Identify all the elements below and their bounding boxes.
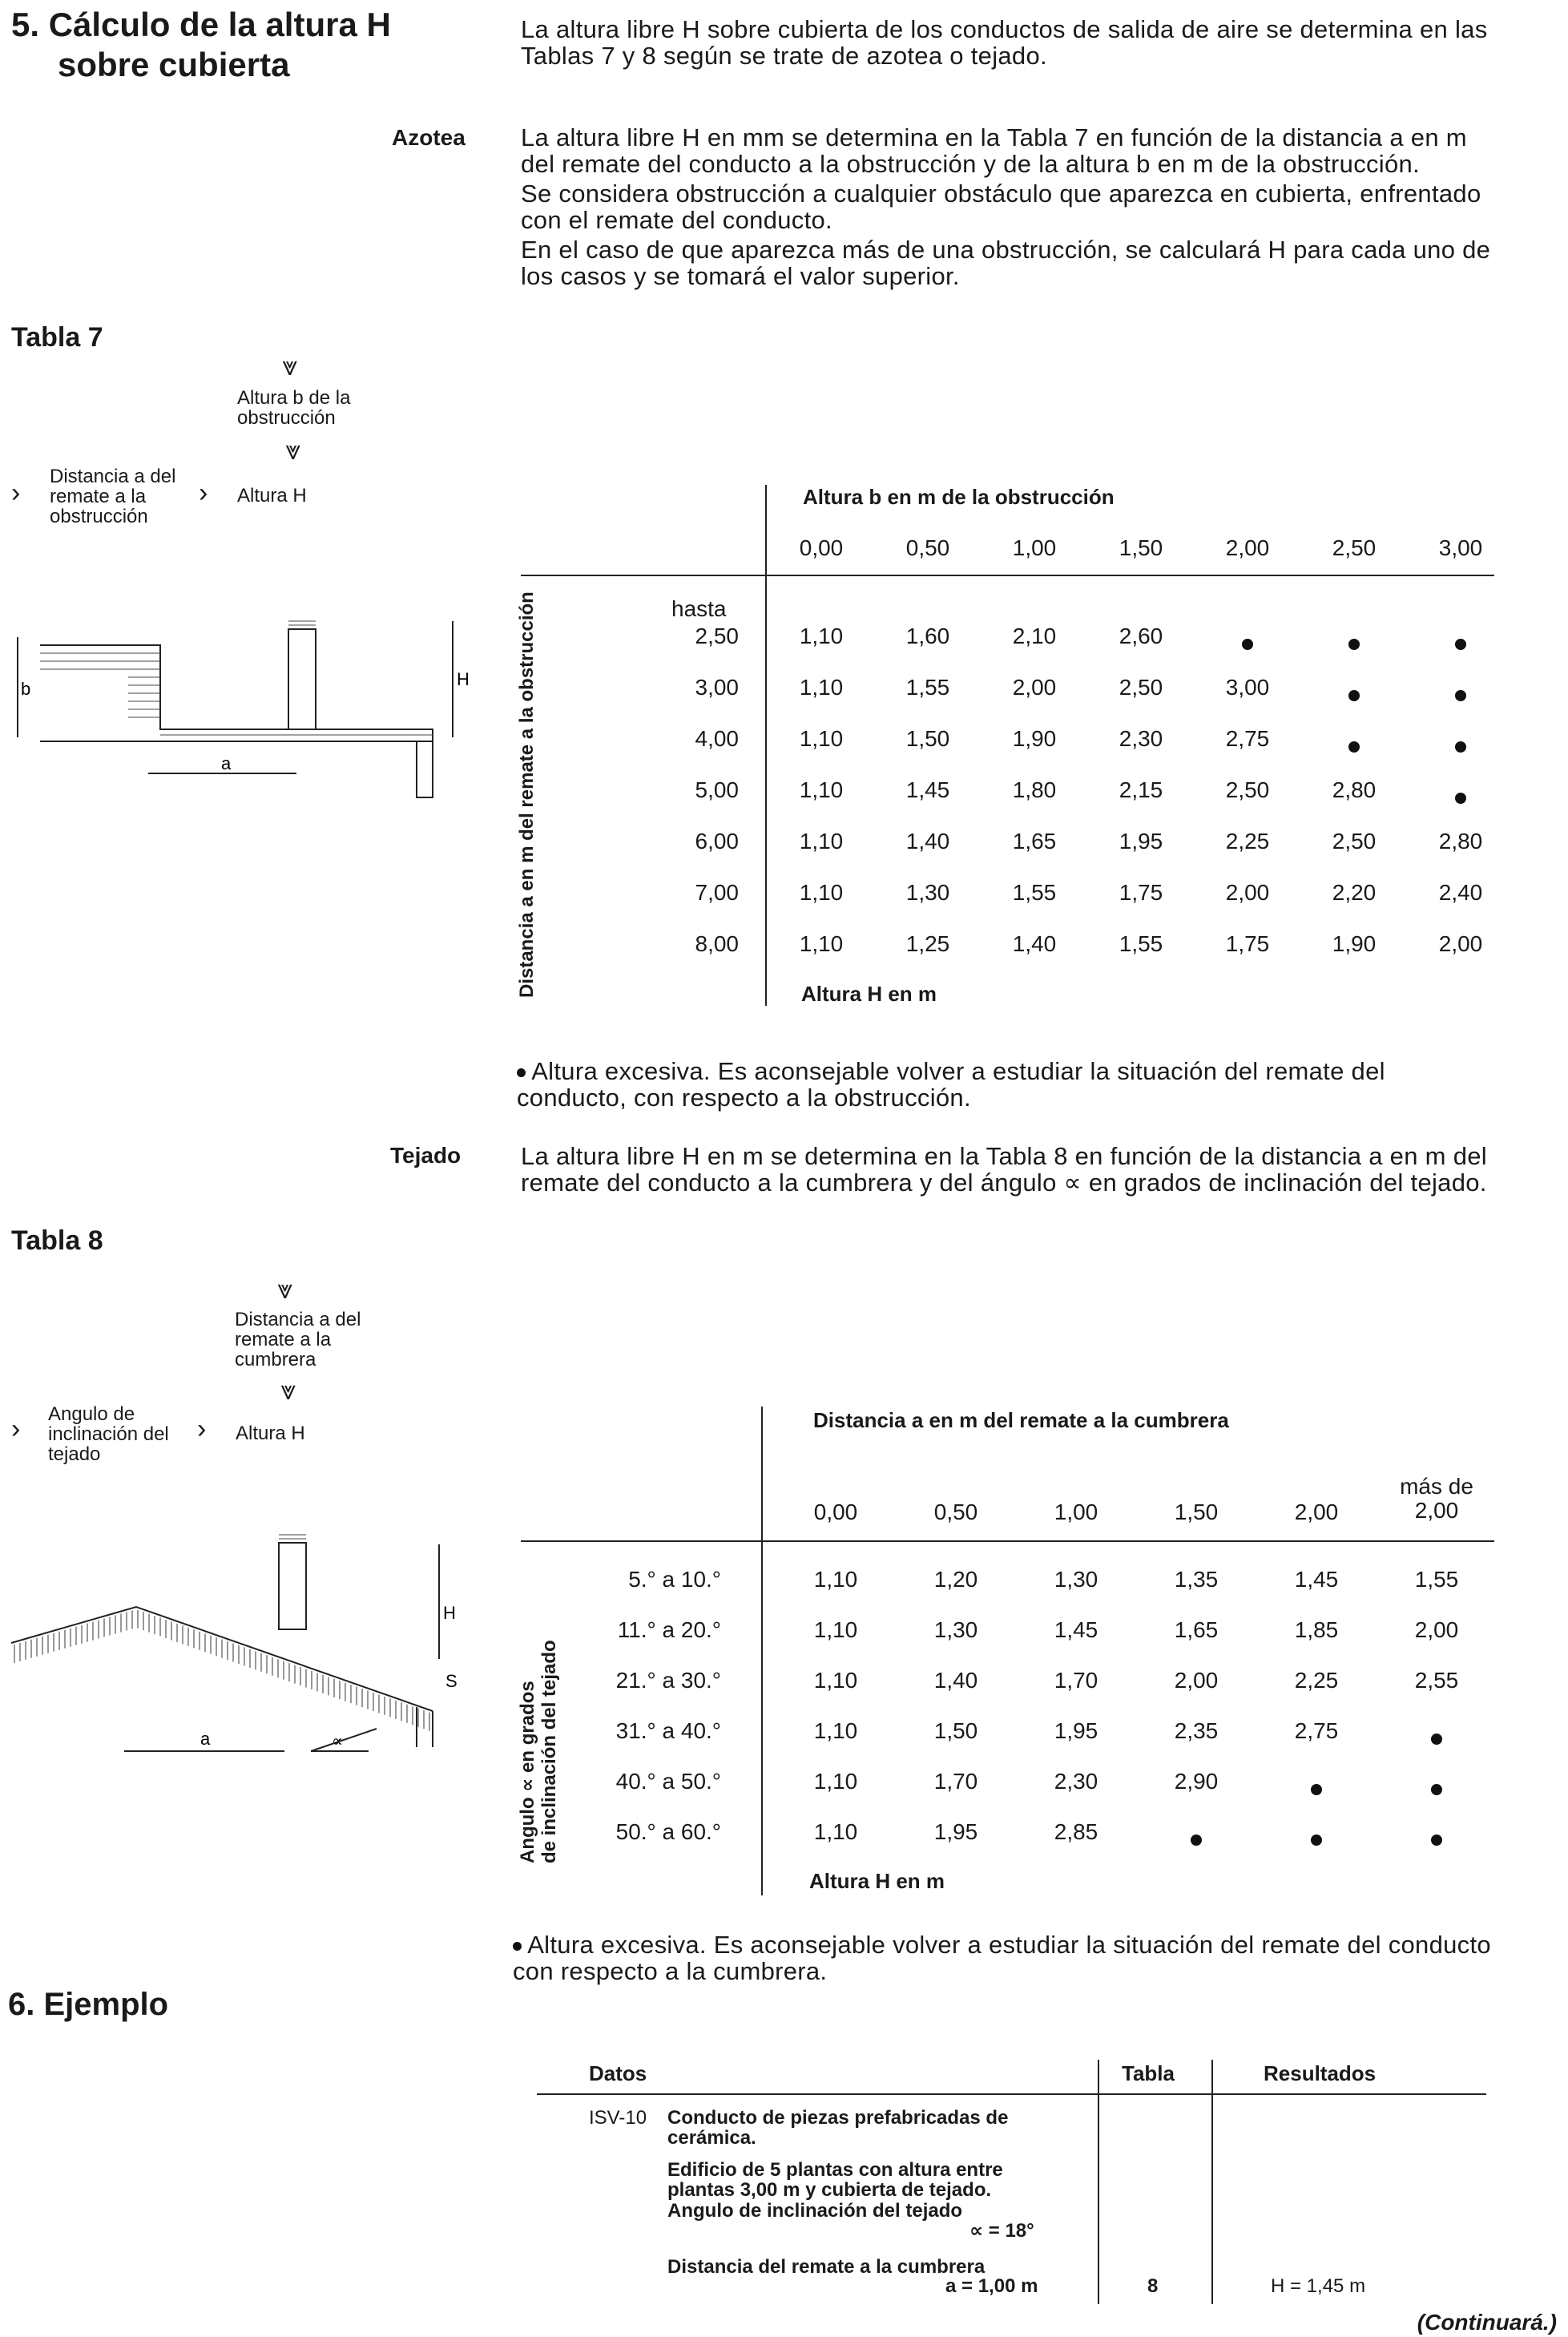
tabla7-cell: 1,80: [1012, 777, 1057, 802]
tabla8-row-label: 31.° a 40.°: [615, 1718, 721, 1743]
excess-dot-icon: [1431, 1734, 1442, 1745]
tabla7-cell: 1,10: [799, 829, 844, 854]
tabla8-cell: 1,10: [813, 1668, 858, 1693]
ejemplo-header-resultados: Resultados: [1264, 2061, 1377, 2085]
tejado-label: Tejado: [390, 1143, 462, 1168]
tabla7-cell: 1,40: [1012, 931, 1057, 956]
ejemplo-result: H = 1,45 m: [1271, 2275, 1366, 2297]
tabla7-row-header: Distancia a en m del remate a la obstrucción: [516, 591, 538, 998]
tabla7-cell: 2,60: [1119, 624, 1163, 648]
continuara-text: (Continuará.): [1417, 2310, 1557, 2335]
tabla8-col-label: 0,00: [813, 1499, 858, 1524]
tabla8-row-label: 5.° a 10.°: [628, 1567, 721, 1592]
azotea-paragraph-2: Se considera obstrucción a cualquier obstáculo que aparezca en cubierta, enfrentado con el remate del conducto.: [521, 180, 1481, 234]
tabla8-cell: 1,35: [1174, 1567, 1219, 1592]
tabla7-cell: [1310, 681, 1398, 707]
tabla8-note: [513, 1931, 1494, 1984]
ejemplo-tabla-ref: 8: [1147, 2275, 1159, 2297]
tabla8-col-header: Distancia a en m del remate a la cumbrera: [813, 1408, 1229, 1432]
excess-dot-icon: [1455, 639, 1466, 650]
tabla7-cell: 1,10: [799, 726, 844, 751]
tabla8-row-header: [517, 1567, 560, 1863]
tabla7-cell: [1310, 733, 1398, 758]
excess-dot-icon: [1348, 639, 1360, 650]
tabla8-cell: 2,90: [1174, 1769, 1219, 1794]
tabla8-cell: 2,35: [1174, 1718, 1219, 1743]
tabla7-flow-result: Altura H: [237, 485, 307, 507]
tabla8-cell: 2,30: [1054, 1769, 1098, 1794]
tabla7-cell: 1,50: [905, 726, 950, 751]
section-intro: [521, 16, 1494, 72]
tabla7-cell: 2,50: [1332, 829, 1377, 854]
down-arrow-icon: ⩔: [280, 1375, 296, 1406]
tabla8-col-label: 1,50: [1174, 1499, 1219, 1524]
tabla8-row-label: 11.° a 20.°: [617, 1617, 721, 1642]
chevron-right-icon: ›: [197, 1414, 207, 1444]
tabla7-header-rule: [521, 575, 1494, 576]
ejemplo-col-rule-1: [1098, 2060, 1099, 2304]
tabla7-cell: 3,00: [1225, 675, 1270, 700]
tabla8-header-rule: [521, 1540, 1494, 1542]
tabla8-note-text: Altura excesiva. Es aconsejable volver a estudiar la situación del remate del conducto con respecto a la cumbrera.: [513, 1931, 1491, 1985]
tabla7-cell: 2,00: [1225, 880, 1270, 905]
excess-dot-icon: [1191, 1834, 1202, 1846]
ejemplo-header-tabla: Tabla: [1122, 2061, 1175, 2085]
tabla7-cell: [1203, 630, 1292, 656]
tabla7-cell: 2,50: [1119, 675, 1163, 700]
tabla8-cell: 1,70: [1054, 1668, 1098, 1693]
diagram-alpha-label: ∝: [332, 1733, 344, 1750]
tabla8-row-label: 50.° a 60.°: [615, 1819, 721, 1844]
section-title-line1: 5. Cálculo de la altura H: [11, 6, 391, 43]
ejemplo-dato-3-value: ∝ = 18°: [969, 2220, 1034, 2242]
excess-dot-icon: [1348, 690, 1360, 701]
tabla8-cell: 1,95: [933, 1819, 978, 1844]
ejemplo-col-rule-2: [1211, 2060, 1213, 2304]
diagram-H-label: H: [443, 1603, 456, 1623]
tabla8-cell: [1393, 1725, 1481, 1750]
azotea-paragraph-3: En el caso de que aparezca más de una obstrucción, se calculará H para cada uno de los casos y se tomará el valor superior.: [521, 236, 1491, 290]
tabla7-cell: [1310, 630, 1398, 656]
tabla7-flow-top: Altura b de la obstrucción: [237, 387, 351, 429]
tabla7-cell: 1,65: [1012, 829, 1057, 854]
tabla8-cell: 1,65: [1174, 1617, 1219, 1642]
tabla7-cell: 1,55: [1012, 880, 1057, 905]
tabla7-cell: 2,80: [1438, 829, 1483, 854]
tabla7-row-label: 8,00: [695, 931, 739, 956]
tabla7-cell: 2,15: [1119, 777, 1163, 802]
tabla7-cell: 1,10: [799, 624, 844, 648]
tabla7-cell: 2,75: [1225, 726, 1270, 751]
tabla7-cell: 1,95: [1119, 829, 1163, 854]
chevron-right-icon: ›: [199, 478, 208, 508]
tabla8-footer: Altura H en m: [809, 1869, 945, 1893]
chevron-right-icon: ›: [11, 1414, 21, 1444]
tabla7-cell: 1,10: [799, 675, 844, 700]
tabla8-cell: 1,85: [1294, 1617, 1339, 1642]
tabla8-cell: 1,10: [813, 1617, 858, 1642]
tabla7-hasta: hasta: [671, 596, 727, 621]
tabla7-note: [517, 1058, 1494, 1111]
tabla7-cell: 1,40: [905, 829, 950, 854]
ejemplo-dato-3: Angulo de inclinación del tejado: [667, 2200, 963, 2222]
tabla8-cell: 1,95: [1054, 1718, 1098, 1743]
tabla8-cell: 1,45: [1294, 1567, 1339, 1592]
tabla8-flow-left: Angulo de inclinación del tejado: [48, 1403, 169, 1465]
tabla8-cell: 1,10: [813, 1819, 858, 1844]
tabla8-cell: 2,25: [1294, 1668, 1339, 1693]
tabla8-row-header-1: Angulo ∝ en grados: [517, 1681, 538, 1863]
tabla7-cell: 2,40: [1438, 880, 1483, 905]
diagram-a-label: a: [200, 1729, 211, 1749]
bullet-dot-icon: [517, 1068, 526, 1077]
tabla7-cell: 1,60: [905, 624, 950, 648]
section-title: [11, 5, 391, 85]
tabla8-row-header-2: de inclinación del tejado: [538, 1640, 560, 1863]
azotea-diagram: [0, 597, 481, 805]
tabla8-cell: 1,30: [1054, 1567, 1098, 1592]
tejado-text: La altura libre H en m se determina en la Tabla 8 en función de la distancia a en m del remate del conducto a la cumbrera y del ángulo ∝ en grados de inclinación del tejado.: [521, 1142, 1487, 1197]
tabla7-col-label: 2,50: [1332, 535, 1377, 560]
tabla8-flow-result: Altura H: [236, 1423, 305, 1444]
tabla7-cell: 1,55: [1119, 931, 1163, 956]
tabla7-cell: 1,90: [1012, 726, 1057, 751]
tabla7-col-label: 2,00: [1225, 535, 1270, 560]
tabla7-cell: 1,10: [799, 777, 844, 802]
ejemplo-dato-4: Distancia del remate a la cumbrera: [667, 2256, 986, 2278]
tabla7-row-label: 2,50: [695, 624, 739, 648]
tabla8-cell: 1,45: [1054, 1617, 1098, 1642]
tabla7-row-label: 6,00: [695, 829, 739, 854]
tabla8-cell: 1,10: [813, 1769, 858, 1794]
tabla7-col-label: 0,00: [799, 535, 844, 560]
tabla8-label: Tabla 8: [11, 1225, 103, 1256]
tabla7-cell: 1,90: [1332, 931, 1377, 956]
tabla8-col-label: más de 2,00: [1400, 1474, 1473, 1523]
tabla7-cell: [1417, 784, 1505, 809]
tabla8-cell: 2,00: [1174, 1668, 1219, 1693]
azotea-label: Azotea: [392, 125, 466, 150]
tabla7-cell: [1417, 733, 1505, 758]
tabla8-cell: 1,20: [933, 1567, 978, 1592]
ejemplo-dato-4-value: a = 1,00 m: [945, 2275, 1038, 2297]
excess-dot-icon: [1242, 639, 1253, 650]
tabla7-row-label: 4,00: [695, 726, 739, 751]
tabla8-col-label: 0,50: [933, 1499, 978, 1524]
ejemplo-code: ISV-10: [589, 2107, 647, 2129]
azotea-paragraph-1: La altura libre H en mm se determina en la Tabla 7 en función de la distancia a en m del remate del conducto a la obstrucción y de la altura b en m de la obstrucción.: [521, 123, 1467, 178]
tabla7-cell: 2,00: [1012, 675, 1057, 700]
tabla8-cell: 1,30: [933, 1617, 978, 1642]
diagram-H-label: H: [457, 669, 470, 689]
tabla8-cell: 1,70: [933, 1769, 978, 1794]
tabla8-cell: [1152, 1826, 1240, 1851]
tabla7-row-label: 3,00: [695, 675, 739, 700]
roof-hatching: [14, 1610, 429, 1731]
tabla7-cell: 2,30: [1119, 726, 1163, 751]
tabla8-cell: [1393, 1775, 1481, 1801]
tabla8-cell: 2,55: [1414, 1668, 1459, 1693]
diagram-S-label: S: [445, 1671, 458, 1691]
tabla8-cell: [1272, 1826, 1360, 1851]
tabla7-cell: 1,25: [905, 931, 950, 956]
tabla8-cell: 1,40: [933, 1668, 978, 1693]
down-arrow-icon: ⩔: [282, 351, 298, 381]
tabla7-col-label: 3,00: [1438, 535, 1483, 560]
tabla7-label: Tabla 7: [11, 322, 103, 353]
excess-dot-icon: [1455, 793, 1466, 804]
tabla8-flow-top: Distancia a del remate a la cumbrera: [235, 1309, 361, 1370]
diagram-b-label: b: [21, 679, 31, 699]
excess-dot-icon: [1455, 741, 1466, 753]
tabla7-cell: 1,10: [799, 880, 844, 905]
down-arrow-icon: ⩔: [285, 435, 301, 466]
tabla7-cell: 2,50: [1225, 777, 1270, 802]
ejemplo-dato-2: Edificio de 5 plantas con altura entre plantas 3,00 m y cubierta de tejado.: [667, 2159, 1003, 2201]
tabla7-col-label: 0,50: [905, 535, 950, 560]
tabla8-cell: 1,50: [933, 1718, 978, 1743]
tabla8-cell: 1,55: [1414, 1567, 1459, 1592]
tabla7-cell: 1,30: [905, 880, 950, 905]
excess-dot-icon: [1311, 1784, 1322, 1795]
down-arrow-icon: ⩔: [277, 1274, 293, 1305]
tabla7-row-label: 5,00: [695, 777, 739, 802]
excess-dot-icon: [1455, 690, 1466, 701]
tabla7-col-label: 1,00: [1012, 535, 1057, 560]
tabla7-row-label: 7,00: [695, 880, 739, 905]
excess-dot-icon: [1431, 1834, 1442, 1846]
excess-dot-icon: [1431, 1784, 1442, 1795]
tabla7-footer: Altura H en m: [801, 982, 937, 1006]
ejemplo-title: 6. Ejemplo: [8, 1987, 169, 2022]
tabla7-cell: 2,00: [1438, 931, 1483, 956]
section-title-line2: sobre cubierta: [58, 46, 290, 83]
tabla8-cell: 2,75: [1294, 1718, 1339, 1743]
bullet-dot-icon: [513, 1942, 522, 1951]
chevron-right-icon: ›: [11, 478, 21, 508]
excess-dot-icon: [1348, 741, 1360, 753]
diagram-a-label: a: [221, 753, 232, 773]
tabla7-vertical-rule: [765, 485, 767, 1006]
tabla7-cell: 1,75: [1225, 931, 1270, 956]
tabla8-row-label: 21.° a 30.°: [615, 1668, 721, 1693]
tabla8-col-label: 1,00: [1054, 1499, 1098, 1524]
tabla7-note-text: Altura excesiva. Es aconsejable volver a estudiar la situación del remate del conducto, con respecto a la obstrucción.: [517, 1057, 1385, 1112]
azotea-text: [521, 124, 1494, 293]
tabla7-cell: 1,45: [905, 777, 950, 802]
tabla8-cell: 1,10: [813, 1567, 858, 1592]
intro-paragraph: La altura libre H sobre cubierta de los conductos de salida de aire se determina en las Tablas 7 y 8 según se trate de azotea o tejado.: [521, 15, 1488, 70]
tabla8-cell: 2,00: [1414, 1617, 1459, 1642]
tabla7-flow-left: Distancia a del remate a la obstrucción: [50, 466, 176, 527]
tabla7-cell: 2,10: [1012, 624, 1057, 648]
excess-dot-icon: [1311, 1834, 1322, 1846]
tabla8-vertical-rule: [761, 1407, 763, 1895]
tabla8-cell: [1272, 1775, 1360, 1801]
tabla8-cell: 1,10: [813, 1718, 858, 1743]
tabla7-cell: [1417, 630, 1505, 656]
ejemplo-header-datos: Datos: [589, 2061, 647, 2085]
tabla7-col-label: 1,50: [1119, 535, 1163, 560]
tabla7-col-header: Altura b en m de la obstrucción: [803, 485, 1115, 509]
tabla7-cell: 2,25: [1225, 829, 1270, 854]
tabla8-row-label: 40.° a 50.°: [615, 1769, 721, 1794]
ejemplo-dato-1: Conducto de piezas prefabricadas de cerámica.: [667, 2107, 1009, 2149]
tabla7-cell: 1,75: [1119, 880, 1163, 905]
tabla7-cell: 1,55: [905, 675, 950, 700]
tabla8-col-label: 2,00: [1294, 1499, 1339, 1524]
tabla7-cell: 2,20: [1332, 880, 1377, 905]
tabla7-cell: [1417, 681, 1505, 707]
tabla7-cell: 2,80: [1332, 777, 1377, 802]
tabla8-cell: 2,85: [1054, 1819, 1098, 1844]
tabla8-cell: [1393, 1826, 1481, 1851]
tejado-diagram: [0, 1527, 481, 1775]
tabla7-cell: 1,10: [799, 931, 844, 956]
ejemplo-header-rule: [537, 2093, 1486, 2095]
